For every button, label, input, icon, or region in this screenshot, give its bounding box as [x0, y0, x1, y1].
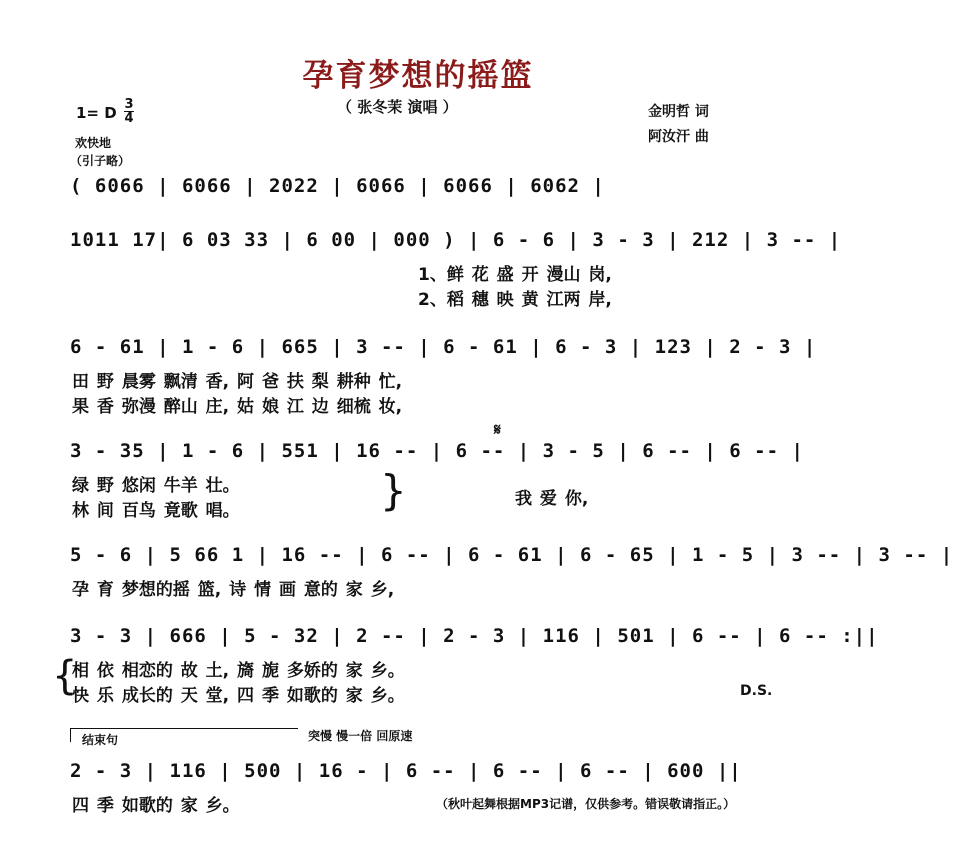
coda-label: 结束句: [82, 733, 119, 747]
notation-row-7: 2 - 3 | 116 | 500 | 16 - | 6 -- | 6 -- | 6 -- | 600 ||: [70, 760, 742, 782]
lyric-row-3-verse-2: 果 香 弥漫 醉山 庄, 姑 娘 江 边 细梳 妆,: [72, 397, 403, 417]
key-signature: 1= D: [76, 104, 117, 122]
refrain-lyric: 我 爱 你,: [515, 489, 589, 509]
notation-row-6: 3 - 3 | 666 | 5 - 32 | 2 -- | 2 - 3 | 116 | 501 | 6 -- | 6 -- :||: [70, 625, 879, 647]
lyricist-credit: 金明哲 词: [648, 104, 709, 120]
time-signature-top: 3: [124, 97, 134, 112]
time-signature-bottom: 4: [124, 111, 134, 126]
verse-brace-left: {: [52, 653, 78, 699]
lyric-row-7: 四 季 如歌的 家 乡。: [72, 796, 240, 816]
transcription-footnote: （秋叶起舞根据MP3记谱，仅供参考。错误敬请指正。）: [436, 797, 736, 811]
composer-credit: 阿汝汗 曲: [648, 129, 709, 145]
lyric-row-6-verse-1: 相 依 相恋的 故 土, 旖 旎 多娇的 家 乡。: [72, 661, 405, 681]
coda-bracket-top: [70, 728, 298, 729]
notation-row-2: 1011 17| 6 03 33 | 6 00 | 000 ) | 6 - 6 | 3 - 3 | 212 | 3 -- |: [70, 229, 842, 251]
lyric-row-4-verse-1: 绿 野 悠闲 牛羊 壮。: [72, 476, 240, 496]
lyric-row-2-verse-1: 1、鲜 花 盛 开 漫山 岗,: [418, 265, 612, 285]
dal-segno-mark: D.S.: [740, 683, 773, 699]
page-title: 孕育梦想的摇篮: [302, 58, 534, 94]
time-signature: [124, 98, 134, 125]
lyric-row-2-verse-2: 2、稻 穗 映 黄 江两 岸,: [418, 290, 612, 310]
notation-row-1: ( 6066 | 6066 | 2022 | 6066 | 6066 | 6062 |: [70, 175, 605, 197]
intro-note: （引子略）: [70, 154, 131, 168]
lyric-row-6-verse-2: 快 乐 成长的 天 堂, 四 季 如歌的 家 乡。: [72, 686, 405, 706]
notation-row-3: 6 - 61 | 1 - 6 | 665 | 3 -- | 6 - 61 | 6 - 3 | 123 | 2 - 3 |: [70, 336, 817, 358]
coda-bracket-side: [70, 728, 71, 742]
tempo-marking: 欢快地: [75, 136, 112, 150]
notation-row-4: 3 - 35 | 1 - 6 | 551 | 16 -- | 6 -- | 3 - 5 | 6 -- | 6 -- |: [70, 440, 804, 462]
lyric-row-3-verse-1: 田 野 晨雾 飘清 香, 阿 爸 扶 梨 耕种 忙,: [72, 372, 403, 392]
lyric-row-4-verse-2: 林 间 百鸟 竟歌 唱。: [72, 501, 240, 521]
verse-brace: }: [380, 466, 407, 515]
singer-credit: （ 张冬茉 演唱 ）: [337, 98, 458, 116]
coda-tempo-marks: 突慢 慢一倍 回原速: [308, 729, 413, 743]
notation-row-5: 5 - 6 | 5 66 1 | 16 -- | 6 -- | 6 - 61 | 6 - 65 | 1 - 5 | 3 -- | 3 -- |: [70, 544, 953, 566]
lyric-row-5: 孕 育 梦想的摇 篮, 诗 情 画 意的 家 乡,: [72, 580, 395, 600]
segno-sign: 𝄋: [494, 420, 501, 439]
